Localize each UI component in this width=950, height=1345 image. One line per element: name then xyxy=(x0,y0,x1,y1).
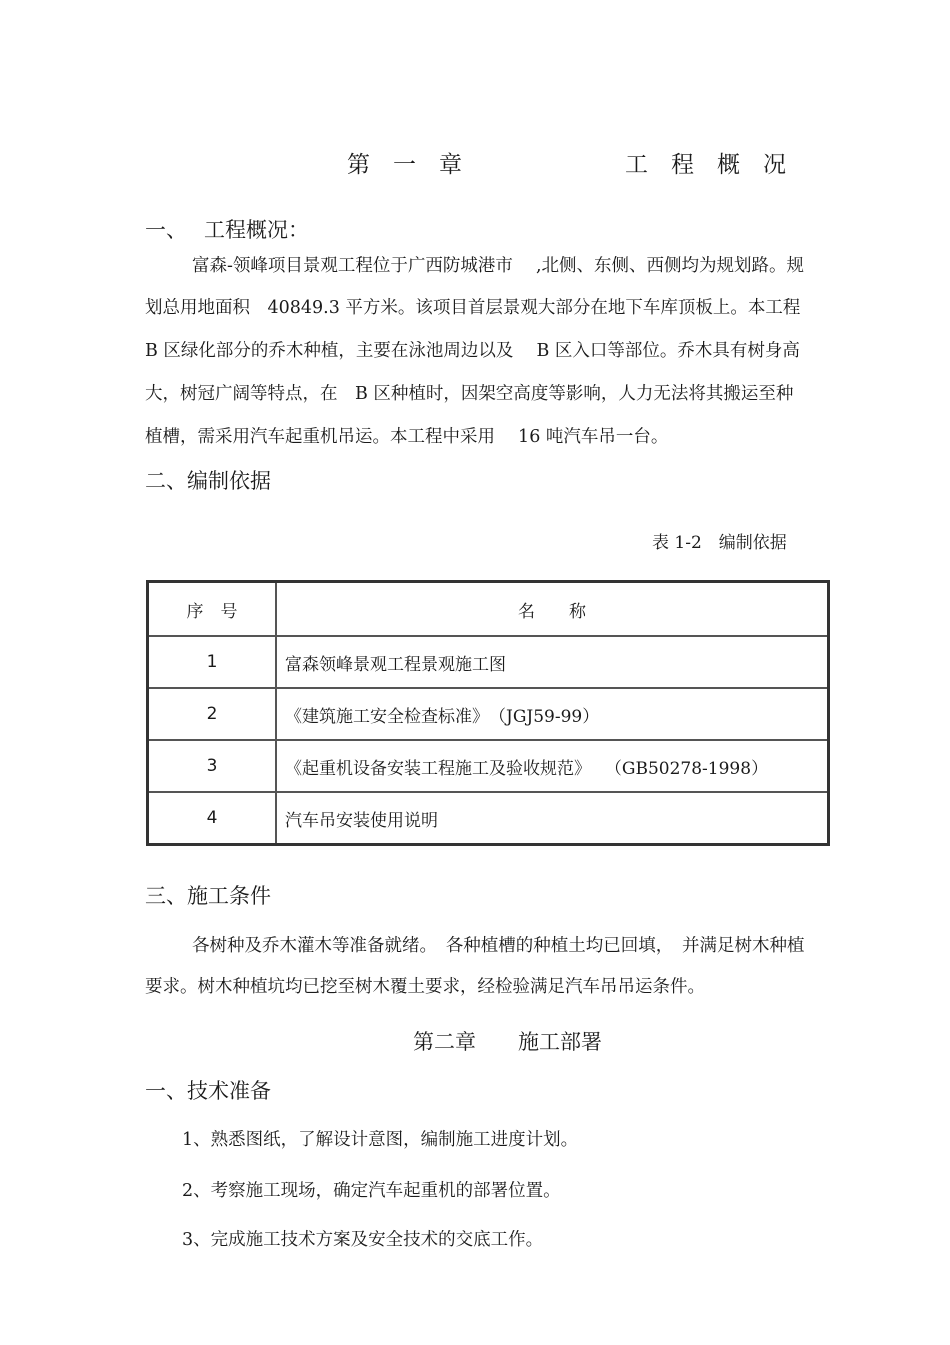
table-cell-name: 汽车吊安装使用说明 xyxy=(276,792,829,845)
list-item: 1、熟悉图纸，了解设计意图，编制施工进度计划。 xyxy=(182,1130,579,1150)
section4-heading: 一、技术准备 xyxy=(145,1079,271,1103)
table-row xyxy=(148,688,829,740)
section1-paragraph-line: 植槽，需采用汽车起重机吊运。本工程中采用 16 吨汽车吊一台。 xyxy=(145,427,669,447)
table-cell-index: 1 xyxy=(148,636,277,688)
section3-paragraph-line: 要求。树木种植坑均已挖至树木覆土要求，经检验满足汽车吊吊运条件。 xyxy=(145,977,705,997)
section1-paragraph-line: 富森-领峰项目景观工程位于广西防城港市 ,北侧、东侧、西侧均为规划路。规 xyxy=(192,256,805,276)
section1-paragraph-line: 大，树冠广阔等特点，在 B 区种植时，因架空高度等影响，人力无法将其搬运至种 xyxy=(145,384,794,404)
table-header-row xyxy=(148,582,829,637)
section1-heading-number: 一、 xyxy=(145,218,187,242)
table-cell-index: 4 xyxy=(148,792,277,845)
section3-paragraph-line: 各树种及乔木灌木等准备就绪。 各种植槽的种植土均已回填， 并满足树木种植 xyxy=(192,936,805,956)
table-row xyxy=(148,740,829,792)
basis-table xyxy=(146,580,830,846)
list-item: 2、考察施工现场，确定汽车起重机的部署位置。 xyxy=(182,1181,561,1201)
section1-heading: 工程概况： xyxy=(204,218,309,242)
table-cell-index: 3 xyxy=(148,740,277,792)
chapter1-title-part-b: 工 程 概 况 xyxy=(625,152,786,178)
section1-paragraph-line: 划总用地面积 40849.3 平方米。该项目首层景观大部分在地下车库顶板上。本工程 xyxy=(145,298,801,318)
table-cell-name: 富森领峰景观工程景观施工图 xyxy=(276,636,829,688)
table-row xyxy=(148,792,829,845)
chapter1-title-part-a: 第 一 章 xyxy=(347,152,462,178)
table-cell-name: 《起重机设备安装工程施工及验收规范》 （GB50278-1998） xyxy=(276,740,829,792)
table-caption: 表 1-2 编制依据 xyxy=(652,533,787,553)
chapter2-title: 第二章 施工部署 xyxy=(413,1030,602,1054)
section2-heading: 二、编制依据 xyxy=(145,469,271,493)
section1-paragraph-line: B 区绿化部分的乔木种植，主要在泳池周边以及 B 区入口等部位。乔木具有树身高 xyxy=(145,341,800,361)
table-cell-name: 《建筑施工安全检查标准》 （JGJ59-99） xyxy=(276,688,829,740)
table-header-name: 名 称 xyxy=(276,582,829,637)
table-header-index: 序 号 xyxy=(148,582,277,637)
section3-heading: 三、施工条件 xyxy=(145,884,271,908)
table-cell-index: 2 xyxy=(148,688,277,740)
table-row xyxy=(148,636,829,688)
list-item: 3、完成施工技术方案及安全技术的交底工作。 xyxy=(182,1230,544,1250)
